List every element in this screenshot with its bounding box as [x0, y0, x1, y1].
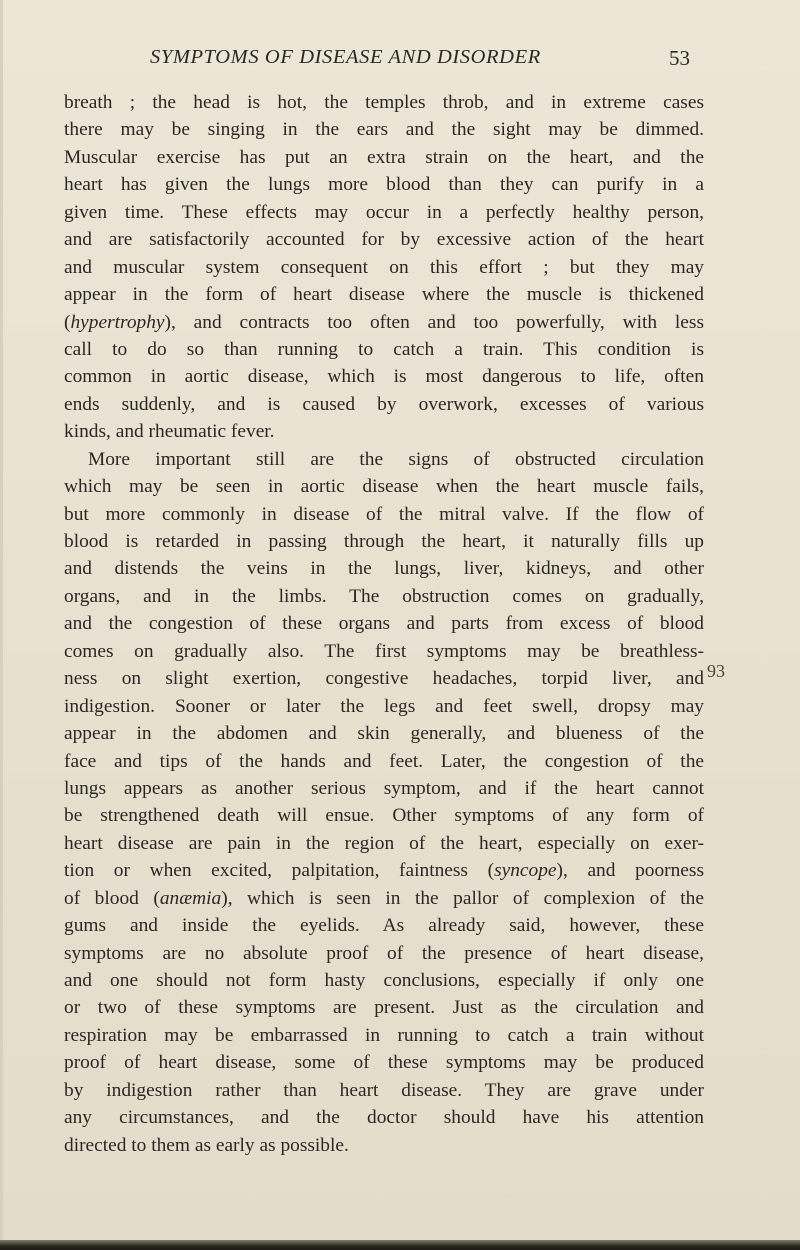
- text-run: be strengthened death will ensue. Other symptoms of any form of: [64, 805, 704, 827]
- text-line: [64, 89, 704, 116]
- running-head: SYMPTOMS OF DISEASE AND DISORDER: [150, 46, 541, 68]
- text-run: proof of heart disease, some of these symptoms may be produced: [64, 1052, 704, 1074]
- margin-mark: 93: [707, 661, 725, 681]
- text-line: [64, 336, 704, 363]
- text-line: [64, 940, 704, 967]
- text-line: [64, 1049, 704, 1076]
- text-run: tion or when excited, palpitation, faintness (: [64, 860, 495, 882]
- text-run: breath ; the head is hot, the temples throb, and in extreme cases: [64, 92, 704, 113]
- text-line: [64, 144, 704, 171]
- text-run: which may be seen in aortic disease when the heart muscle fails,: [64, 476, 704, 498]
- text-line: [64, 994, 704, 1021]
- text-run: of blood (: [64, 887, 160, 909]
- text-line: [64, 281, 704, 308]
- text-run: ends suddenly, and is caused by overwork, excesses of various: [64, 393, 704, 415]
- text-line: [64, 610, 704, 637]
- text-line: [64, 116, 704, 143]
- text-run: lungs appears as another serious symptom, and if the heart cannot: [64, 777, 704, 799]
- text-line: [64, 967, 704, 994]
- text-line: [64, 473, 704, 500]
- text-line: [64, 775, 704, 802]
- text-run: but more commonly in disease of the mitral valve. If the flow of: [64, 503, 704, 525]
- text-run: Muscular exercise has put an extra strain on the heart, and the: [64, 146, 704, 168]
- text-line: [64, 857, 704, 884]
- body-text: [64, 89, 704, 1159]
- text-line: [64, 885, 704, 912]
- text-run: ness on slight exertion, congestive headaches, torpid liver, and: [64, 668, 704, 690]
- text-run: and the congestion of these organs and parts from excess of blood: [64, 613, 704, 635]
- text-line: [64, 528, 704, 555]
- text-run: call to do so than running to catch a train. This condition is: [64, 338, 704, 360]
- text-run: and are satisfactorily accounted for by excessive action of the heart: [64, 229, 704, 251]
- page-bottom-edge: [0, 1240, 800, 1250]
- text-line: [64, 830, 704, 857]
- text-run: and muscular system consequent on this effort ; but they may: [64, 256, 704, 278]
- text-line: [64, 1132, 704, 1159]
- text-line: [64, 748, 704, 775]
- text-run: kinds, and rheumatic fever.: [64, 421, 275, 443]
- text-run: given time. These effects may occur in a perfectly healthy person,: [64, 201, 704, 223]
- text-run: organs, and in the limbs. The obstruction comes on gradually,: [64, 585, 704, 607]
- text-run: (: [64, 311, 71, 333]
- text-line: [64, 226, 704, 253]
- text-line: [64, 1104, 704, 1131]
- text-run: and distends the veins in the lungs, liver, kidneys, and other: [64, 558, 704, 580]
- italic-term: hypertrophy: [70, 311, 165, 333]
- text-line: [64, 446, 704, 473]
- text-run: any circumstances, and the doctor should have his attention: [64, 1107, 704, 1129]
- text-line: [64, 199, 704, 226]
- page-number: 53: [669, 46, 690, 70]
- text-run: heart disease are pain in the region of the heart, especially on exer-: [64, 832, 704, 854]
- text-run: or two of these symptoms are present. Just as the circulation and: [64, 997, 704, 1019]
- text-line: [64, 501, 704, 528]
- text-run: directed to them as early as possible.: [64, 1134, 349, 1156]
- text-run: gums and inside the eyelids. As already said, however, these: [64, 915, 704, 937]
- text-line: [64, 171, 704, 198]
- text-line: [64, 720, 704, 747]
- text-line: [64, 912, 704, 939]
- text-line: [64, 363, 704, 390]
- text-line: [64, 583, 704, 610]
- text-run: respiration may be embarrassed in running to catch a train without: [64, 1024, 704, 1046]
- text-run: ), which is seen in the pallor of complexion of the: [221, 887, 704, 909]
- text-run: ), and contracts too often and too powerfully, with less: [164, 311, 704, 333]
- text-line: [64, 555, 704, 582]
- text-line: [64, 693, 704, 720]
- text-run: there may be singing in the ears and the sight may be dimmed.: [64, 119, 704, 141]
- text-line: [64, 1022, 704, 1049]
- text-line: [64, 638, 704, 665]
- text-line: [64, 418, 704, 445]
- text-line: [64, 1077, 704, 1104]
- text-run: symptoms are no absolute proof of the presence of heart disease,: [64, 942, 704, 964]
- text-run: appear in the abdomen and skin generally, and blueness of the: [64, 723, 704, 745]
- text-run: blood is retarded in passing through the heart, it naturally fills up: [64, 531, 704, 552]
- text-line: [64, 391, 704, 418]
- text-run: and one should not form hasty conclusions, especially if only one: [64, 970, 704, 991]
- text-run: indigestion. Sooner or later the legs and feet swell, dropsy may: [64, 695, 704, 717]
- italic-term: anæmia: [159, 887, 222, 909]
- page-left-edge: [0, 0, 3, 1250]
- text-run: ), and poorness: [556, 860, 705, 882]
- text-run: comes on gradually also. The first symptoms may be breathless-: [64, 640, 704, 662]
- text-run: More important still are the signs of obstructed circulation: [88, 448, 704, 470]
- text-run: by indigestion rather than heart disease. They are grave under: [64, 1079, 704, 1101]
- text-line: [64, 802, 704, 829]
- text-run: face and tips of the hands and feet. Later, the congestion of the: [64, 750, 704, 772]
- text-line: [64, 665, 704, 692]
- text-line: [64, 254, 704, 281]
- italic-term: syncope: [494, 860, 557, 882]
- text-line: [64, 309, 704, 336]
- text-run: common in aortic disease, which is most dangerous to life, often: [64, 366, 704, 388]
- text-run: appear in the form of heart disease where the muscle is thickened: [64, 284, 704, 306]
- text-run: heart has given the lungs more blood than they can purify in a: [64, 174, 704, 196]
